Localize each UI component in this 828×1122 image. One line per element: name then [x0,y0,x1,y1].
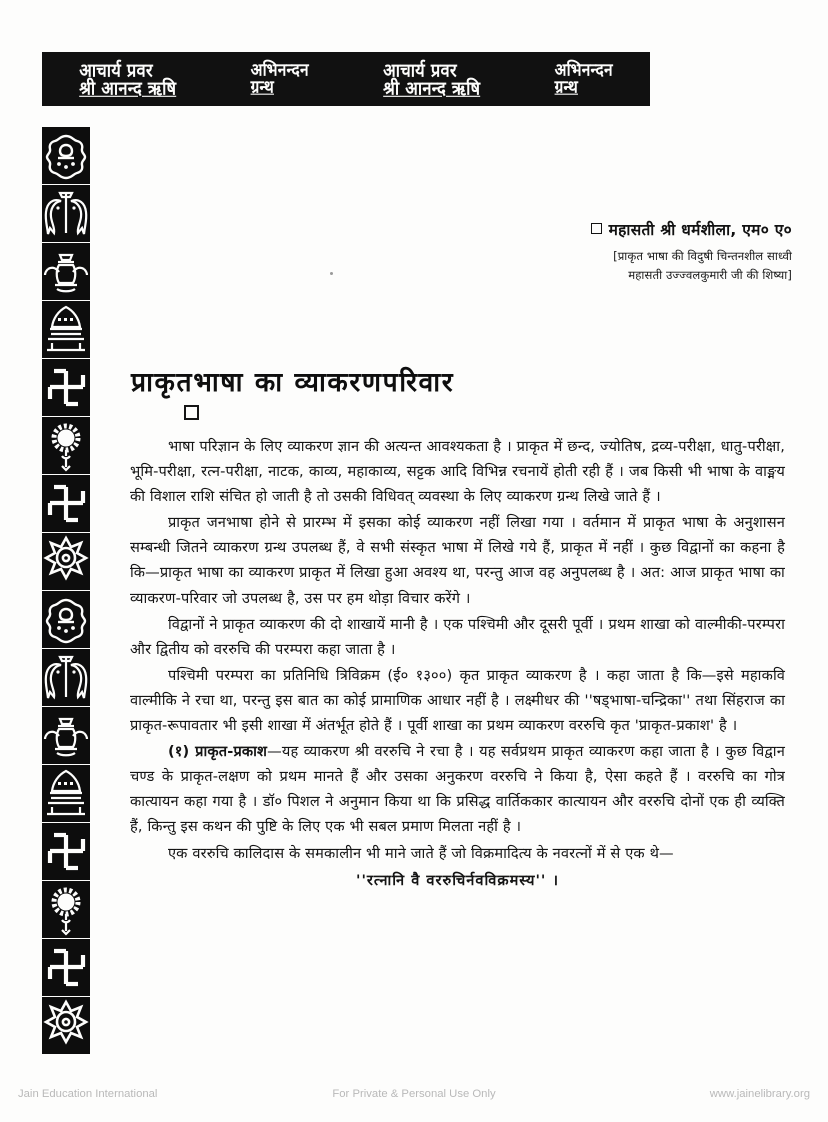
ornament-tile [42,997,90,1054]
paragraph: विद्वानों ने प्राकृत व्याकरण की दो शाखायें मानी है । एक पश्चिमी और दूसरी पूर्वी । प्रथम शाखा को वाल्मीकी-परम्परा और द्वितीय को वररुचि की परम्परा कहा जाता है । [130,615,785,658]
author-name-text: महासती श्री धर्मशीला, एम० ए० [608,221,792,239]
ornament-tile [42,591,90,648]
ornament-tile [42,939,90,996]
masthead-text-line2: ग्रन्थ [554,76,578,97]
masthead-text-line2: श्री आनन्द ऋषि [383,76,481,99]
numbered-item-paragraph [130,739,785,839]
masthead-unit [247,60,313,97]
page-footer [0,1088,828,1100]
footer-left-text: Jain Education International [18,1088,158,1100]
ornament-strip [42,127,90,1060]
ornament-tile [42,533,90,590]
verse-quote: ''रत्नानि वै वररुचिर्नववि​क्रमस्य'' । [355,871,559,889]
paragraph: पश्चिमी परम्परा का प्रतिनिधि त्रिविक्रम (ई० १३००) कृत प्राकृत व्याकरण है । कहा जाता है कि—इसे महाकवि वाल्मीकि ने रचा था, परन्तु इस बात का कोई प्रामाणिक आधार नहीं है । लक्ष्मीधर की ''षड्भाषा-चन्द्रिका'' तथा सिंहराज का प्राकृत-रूपावतार भी इसी शाखा में अंतर्भूत होते हैं । पूर्वी शाखा का प्रथम व्याकरण वररुचि कृत 'प्राकृत-प्रकाश' है । [130,666,785,735]
author-name [496,218,792,240]
ornament-tile [42,243,90,300]
ornament-tile [42,359,90,416]
author-note [496,247,792,285]
article-body [130,434,785,894]
closing-paragraph [130,841,785,893]
square-bullet-icon [591,223,602,234]
ornament-tile [42,301,90,358]
masthead-text-line1: आचार्य प्रवर [383,59,457,81]
ornament-tile [42,185,90,242]
footer-center-text: For Private & Personal Use Only [332,1088,496,1100]
paragraph: भाषा परिज्ञान के लिए व्याकरण ज्ञान की अत्यन्त आवश्यकता है । प्राकृत में छन्द, ज्योतिष, द्रव्य-परीक्षा, धातु-परीक्षा, भूमि-परीक्षा, रत्न-परीक्षा, नाटक, काव्य, महाकाव्य, सट्टक आदि विभिन्न रचनायें होती रही हैं । जब किसी भी भाषा के वाङ्मय की विशाल राशि संचित हो जाती है तो उसकी विधिवत् व्यवस्था के लिए व्याकरण ग्रन्थ लिखे जाते हैं । [130,438,785,506]
ornament-tile [42,707,90,764]
masthead-banner [42,52,650,106]
masthead-text-line1: अभिनन्दन [554,60,613,81]
ornament-tile [42,765,90,822]
masthead-text-line2: श्री आनन्द ऋषि [79,76,177,99]
author-note-line2: महासती उज्ज्वलकुमारी जी की शिष्या] [628,267,792,282]
numbered-item-body: —यह व्याकरण श्री वररुचि ने रचा है । यह सर्वप्रथम प्राकृत व्याकरण कहा जाता है । कुछ विद्वान चण्ड के प्राकृत-लक्षण को प्रथम मानते हैं और उसका अनुकरण वररुचि ने किया है, ऐसा कहते हैं । वररुचि का गोत्र कात्यायन कहा गया है । डॉ० पिशल ने अनुमान किया था कि प्रसिद्ध वार्तिककार कात्यायन और वररुचि दोनों एक ही व्यक्ति हैं, किन्तु इस कथन की पुष्टि के लिए एक भी सबल प्रमाण मिलता नहीं है । [130,743,785,836]
ornament-tile [42,475,90,532]
author-note-line1: [प्राकृत भाषा की विदुषी चिन्तनशील साध्वी [613,249,792,263]
ornament-tile [42,823,90,880]
numbered-item-heading: (१) प्राकृत-प्रकाश [167,743,268,761]
footer-right-link[interactable]: www.jainelibrary.org [709,1088,810,1100]
masthead-text-line1: आचार्य प्रवर [79,59,153,81]
author-credit-block [496,218,792,285]
ornament-tile [42,127,90,184]
paragraph: प्राकृत जनभाषा होने से प्रारम्भ में इसका कोई व्याकरण नहीं लिखा गया । वर्तमान में प्राकृत भाषा के अनुशासन सम्बन्धी जितने व्याकरण ग्रन्थ उपलब्ध हैं, वे सभी संस्कृत भाषा में लिखे गये हैं, प्राकृत में नहीं । कुछ विद्वानों का कहना है कि—प्राकृत भाषा का व्याकरण प्राकृत में लिखा हुआ अवश्य था, परन्तु आज वह अनुपलब्ध है । अत: आज प्राकृत भाषा का व्याकरण-परिवार जो उपलब्ध है, उस पर हम थोड़ा विचार करेंगे । [130,514,785,607]
closing-paragraph-text: एक वररुचि कालिदास के समकालीन भी माने जाते हैं जो विक्रमादित्य के नवरत्नों में से एक थे— [167,844,674,862]
masthead-text-line1: अभिनन्दन [250,60,309,81]
masthead-unit [75,59,180,99]
ornament-tile [42,417,90,474]
masthead-text-line2: ग्रन्थ [250,76,274,97]
masthead-unit [551,60,617,97]
scan-speck [330,272,333,275]
ornament-tile [42,649,90,706]
ornament-tile [42,881,90,938]
masthead-unit [379,59,484,99]
article-title: प्राकृतभाषा का व्याकरणपरिवार [131,366,455,398]
lead-square-bullet-icon [184,405,199,420]
